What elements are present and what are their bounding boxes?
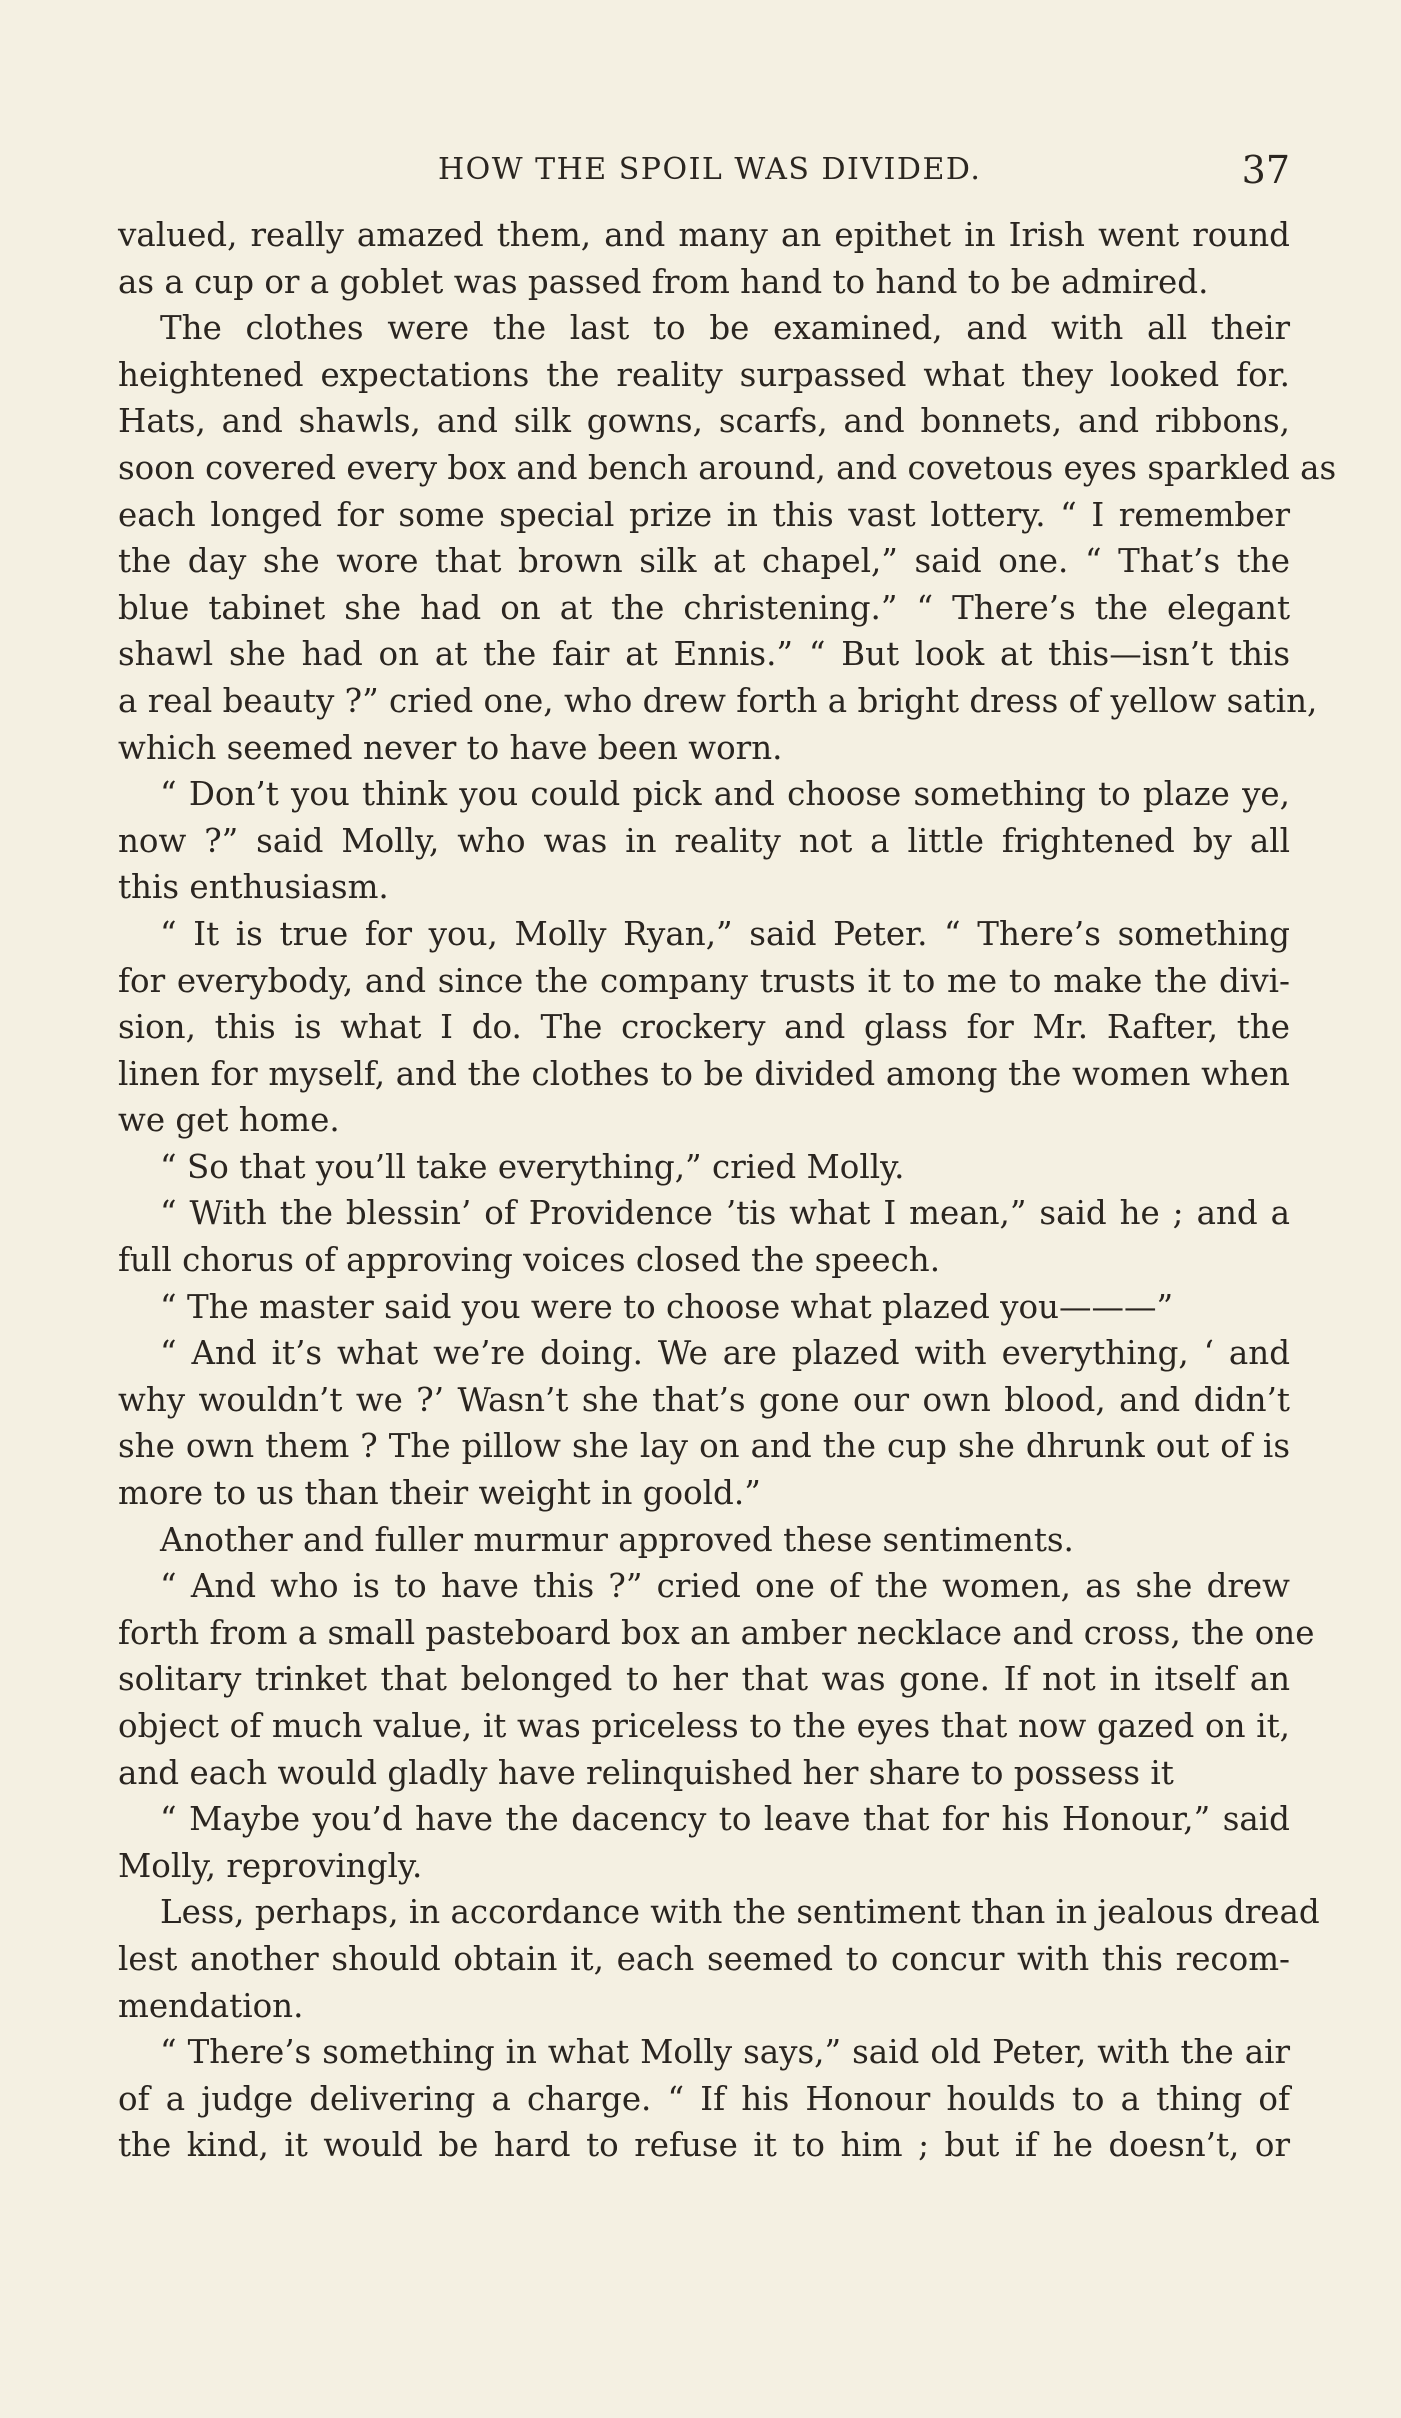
- text-line: forth from a small pasteboard box an amber necklace and cross, the one: [118, 1613, 1315, 1652]
- text-line: “ So that you’ll take everything,” cried Molly.: [160, 1147, 905, 1186]
- text-line: and each would gladly have relinquished her share to possess it: [118, 1753, 1174, 1792]
- text-line: object of much value, it was priceless to the eyes that now gazed on it,: [118, 1707, 1290, 1745]
- text-line: “ It is true for you, Molly Ryan,” said Peter. “ There’s something: [160, 914, 1290, 953]
- text-line: “ With the blessin’ of Providence ’tis what I mean,” said he ; and a: [160, 1194, 1290, 1233]
- text-line: heightened expectations the reality surpassed what they looked for.: [118, 355, 1290, 394]
- text-line: now ?” said Molly, who was in reality not a little frightened by all: [118, 821, 1290, 860]
- text-line: which seemed never to have been worn.: [118, 728, 783, 767]
- text-line: Hats, and shawls, and silk gowns, scarfs, and bonnets, and ribbons,: [118, 402, 1290, 441]
- text-line: shawl she had on at the fair at Ennis.” “ But look at this—isn’t this: [118, 635, 1290, 674]
- text-line: each longed for some special prize in this vast lottery. “ I remember: [118, 495, 1290, 534]
- text-line: “ And who is to have this ?” cried one of the women, as she drew: [160, 1567, 1290, 1606]
- text-line: she own them ? The pillow she lay on and the cup she dhrunk out of is: [118, 1427, 1290, 1466]
- text-line: mendation.: [118, 1986, 304, 2025]
- text-line: The clothes were the last to be examined, and with all their: [160, 309, 1290, 348]
- text-line: the kind, it would be hard to refuse it to him ; but if he doesn’t, or: [118, 2126, 1290, 2165]
- text-line: “ The master said you were to choose what plazed you———”: [160, 1287, 1174, 1326]
- text-line: Molly, reprovingly.: [118, 1846, 423, 1885]
- text-line: full chorus of approving voices closed the speech.: [118, 1241, 941, 1280]
- text-line: “ And it’s what we’re doing. We are plazed with everything, ‘ and: [160, 1334, 1290, 1373]
- text-line: “ There’s something in what Molly says,” said old Peter, with the air: [160, 2033, 1290, 2072]
- text-line: for everybody, and since the company trusts it to me to make the divi-: [118, 961, 1290, 1000]
- text-line: the day she wore that brown silk at chapel,” said one. “ That’s the: [118, 542, 1290, 581]
- text-line: solitary trinket that belonged to her that was gone. If not in itself an: [118, 1660, 1290, 1699]
- text-line: more to us than their weight in goold.”: [118, 1474, 761, 1513]
- text-line: “ Maybe you’d have the dacency to leave that for his Honour,” said: [160, 1800, 1290, 1839]
- text-line: linen for myself, and the clothes to be divided among the women when: [118, 1054, 1290, 1093]
- text-line: lest another should obtain it, each seemed to concur with this recom-: [118, 1939, 1290, 1978]
- body-text: [118, 212, 1337, 2169]
- text-line: a real beauty ?” cried one, who drew forth a bright dress of yellow satin,: [118, 681, 1318, 720]
- text-line: soon covered every box and bench around, and covetous eyes sparkled as: [118, 448, 1337, 487]
- text-line: valued, really amazed them, and many an epithet in Irish went round: [118, 216, 1290, 254]
- text-line: sion, this is what I do. The crockery and glass for Mr. Rafter, the: [118, 1008, 1290, 1047]
- page-header: [118, 148, 1290, 202]
- text-line: Less, perhaps, in accordance with the sentiment than in jealous dread: [160, 1893, 1320, 1932]
- running-head: HOW THE SPOIL WAS DIVIDED.: [438, 152, 982, 187]
- text-line: “ Don’t you think you could pick and choose something to plaze ye,: [160, 775, 1290, 814]
- text-line: blue tabinet she had on at the christening.” “ There’s the elegant: [118, 588, 1290, 627]
- page-number: 37: [1241, 148, 1290, 192]
- text-line: as a cup or a goblet was passed from hand to hand to be admired.: [118, 262, 1209, 301]
- text-line: we get home.: [118, 1101, 340, 1140]
- text-line: this enthusiasm.: [118, 868, 389, 907]
- text-line: why wouldn’t we ?’ Wasn’t she that’s gone our own blood, and didn’t: [118, 1380, 1290, 1419]
- text-line: of a judge delivering a charge. “ If his Honour houlds to a thing of: [118, 2079, 1290, 2118]
- text-line: Another and fuller murmur approved these sentiments.: [160, 1520, 1074, 1559]
